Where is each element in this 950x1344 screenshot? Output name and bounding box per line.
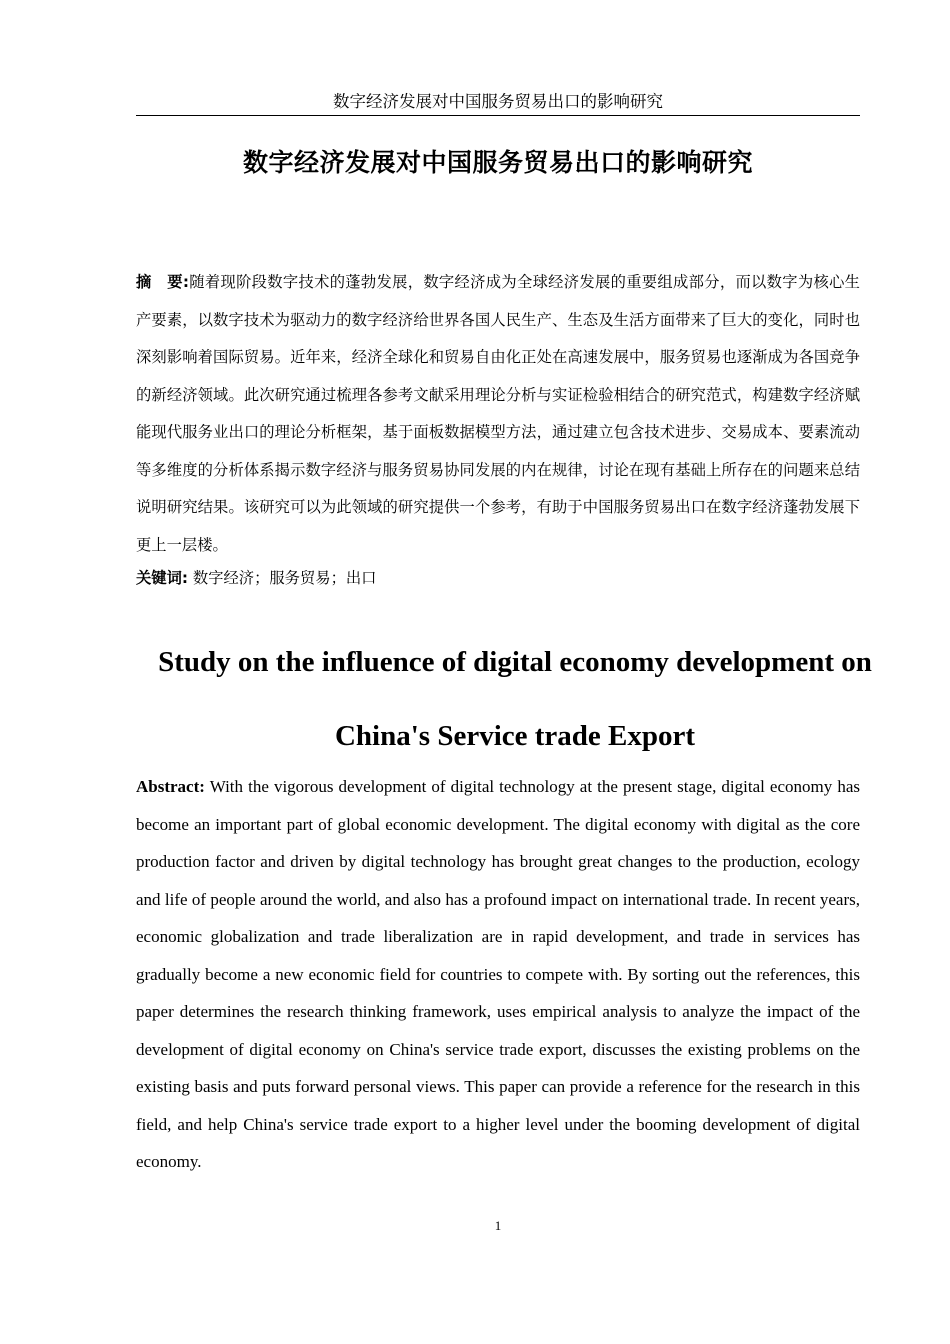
english-title: Study on the influence of digital economy development on China's Service trade Export <box>158 646 872 752</box>
chinese-keywords <box>136 560 860 597</box>
english-abstract <box>136 768 860 1181</box>
chinese-keywords-label: 关键词: <box>136 569 189 587</box>
chinese-title: 数字经济发展对中国服务贸易出口的影响研究 <box>242 148 753 177</box>
chinese-abstract-text: 随着现阶段数字技术的蓬勃发展，数字经济成为全球经济发展的重要组成部分，而以数字为核心生产要素，以数字技术为驱动力的数字经济给世界各国人民生产、生态及生活方面带来了巨大的变化，同时也深刻影响着国际贸易。近年来，经济全球化和贸易自由化正处在高速发展中，服务贸易也逐渐成为各国竞争的新经济领域。此次研究通过梳理各参考文献采用理论分析与实证检验相结合的研究范式，构建数字经济赋能现代服务业出口的理论分析框架，基于面板数据模型方法，通过建立包含技术进步、交易成本、要素流动等多维度的分析体系揭示数字经济与服务贸易协同发展的内在规律，讨论在现有基础上所存在的问题来总结说明研究结果。该研究可以为此领域的研究提供一个参考，有助于中国服务贸易出口在数字经济蓬勃发展下更上一层楼。 <box>136 273 860 554</box>
chinese-abstract <box>136 264 860 564</box>
english-abstract-text: With the vigorous development of digital technology at the present stage, digital economy has become an important part of global economic development. The digital economy with digital as the core production factor and driven by digital technology has brought great changes to the production, ecology and life of people around the world, and also has a profound impact on international trade. In recent years, economic globalization and trade liberalization are in rapid development, and trade in services has gradually become a new economic field for countries to compete with. By sorting out the references, this paper determines the research thinking framework, uses empirical analysis to analyze the impact of the development of digital economy on China's service trade export, discusses the existing problems on the existing basis and puts forward personal views. This paper can provide a reference for the research in this field, and help China's service trade export to a higher level under the booming development of digital economy. <box>136 777 860 1171</box>
running-header-title: 数字经济发展对中国服务贸易出口的影响研究 <box>333 92 663 111</box>
english-abstract-label: Abstract: <box>136 777 205 796</box>
chinese-keywords-text: 数字经济；服务贸易；出口 <box>192 569 377 587</box>
chinese-abstract-label: 摘 要: <box>136 273 189 291</box>
page-number: 1 <box>494 1218 502 1233</box>
running-header <box>136 90 860 116</box>
